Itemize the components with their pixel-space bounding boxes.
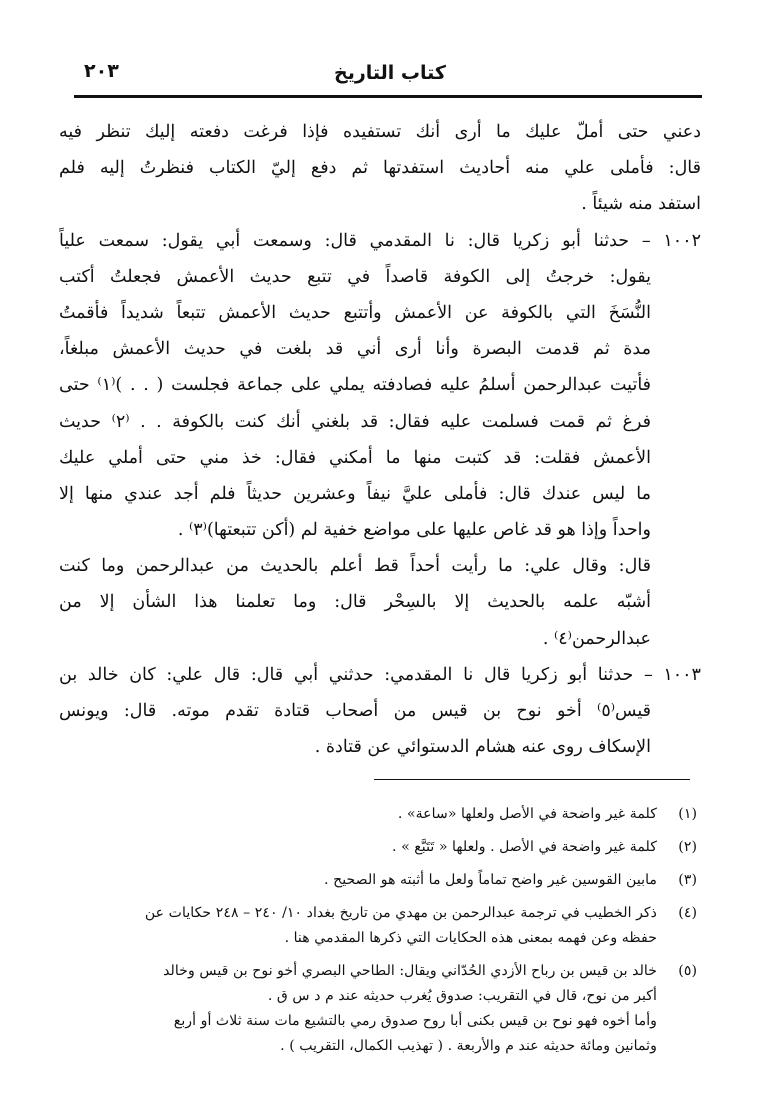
- footnote-text: مابين القوسين غير واضح تماماً ولعل ما أثبته هو الصحيح .: [324, 872, 657, 888]
- text-line: الإسكاف روى عنه هشام الدستوائي عن قتادة .: [314, 737, 651, 758]
- footnote-text: حفظه وعن فهمه بمعنى هذه الحكايات التي ذكرها المقدمي هنا .: [284, 930, 657, 946]
- text-line: النُّسَخَ التي بالكوفة عن الأعمش وأتتبع حديث الأعمش تتبعاً شديداً فأقمتُ: [59, 302, 651, 323]
- text-line: واحداً وإذا هو قد غاص عليها على مواضع خفية لم (أكن تتبعتها)⁽٣⁾ .: [177, 520, 651, 541]
- entry-first-line: [59, 657, 701, 693]
- running-header: [78, 60, 702, 90]
- text-line: قال: فأملى علي منه أحاديث استفدتها ثم دفع إليّ الكتاب فنظرتُ إليه فلم: [59, 158, 701, 179]
- text-line: عبدالرحمن⁽٤⁾ .: [542, 628, 651, 649]
- footnote-mark: (٢): [678, 839, 697, 855]
- entry-first-line: [59, 223, 701, 259]
- footnote-text: وأما أخوه فهو نوح بن قيس بكنى أبا روح صدوق رمي بالتشيع مات سنة ثلاث أو أربع: [173, 1013, 657, 1029]
- footnote-text: كلمة غير واضحة في الأصل . ولعلها « تَتَبَّع » .: [392, 839, 657, 855]
- main-text: [59, 114, 701, 765]
- footnote-text: أكبر من نوح، قال في التقريب: صدوق يُغرب حديثه عند م د س ق .: [267, 988, 657, 1004]
- footnote-mark: (٣): [678, 872, 697, 888]
- footnote: [57, 959, 697, 1059]
- footnote-rule: [374, 779, 690, 780]
- footnote-text: خالد بن قيس بن رباح الأزدي الحُدّاني ويقال: الطاحي البصري أخو نوح بن قيس وخالد: [163, 963, 657, 979]
- footnote: [57, 868, 697, 893]
- text-line: فأتيت عبدالرحمن أسلمُ عليه فصادفته يملي على جماعة فجلست ( . . )⁽١⁾ حتى: [59, 375, 652, 396]
- text-line: أشبّه علمه بالحديث إلا بالسِحْر قال: وما تعلمنا هذا الشأن إلا من: [59, 592, 651, 613]
- running-title: كتاب التاريخ: [334, 62, 446, 84]
- footnote: [57, 901, 697, 951]
- footnote-text: كلمة غير واضحة في الأصل ولعلها «ساعة» .: [397, 806, 657, 822]
- text-line: قال: وقال علي: ما رأيت أحداً قط أعلم بالحديث من عبدالرحمن وما كنت: [59, 556, 651, 577]
- text-line: حدثنا أبو زكريا قال: نا المقدمي قال: وسمعت أبي يقول: سمعت علياً: [59, 230, 630, 251]
- footnote-mark: (٥): [678, 963, 697, 979]
- entry-number: ١٠٠٢ –: [641, 230, 701, 251]
- text-line: يقول: خرجتُ إلى الكوفة قاصداً في تتبع حديث الأعمش فجعلتُ أكتب: [59, 266, 651, 287]
- footnote-mark: (٤): [678, 905, 697, 921]
- text-line: مدة ثم قدمت البصرة وأنا أرى أني قد بلغت في حديث الأعمش مبلغاً،: [59, 339, 651, 360]
- text-line: ما ليس عندك قال: فأملى عليَّ نيفاً وعشرين حديثاً فلم أجد عندي منها إلا: [59, 483, 651, 504]
- header-rule: [74, 95, 702, 98]
- text-line: استفد منه شيئاً .: [581, 194, 701, 215]
- footnote: [57, 802, 697, 827]
- footnote-text: ذكر الخطيب في ترجمة عبدالرحمن بن مهدي من تاريخ بغداد ١٠/ ٢٤٠ – ٢٤٨ حكايات عن: [144, 905, 657, 921]
- footnote-mark: (١): [678, 806, 697, 822]
- page-number: ٢٠٣: [84, 60, 119, 82]
- text-line: دعني حتى أملّ عليك ما أرى أنك تستفيده فإذا فرغت دفعته إليك تنظر فيه: [59, 122, 701, 142]
- entry-number: ١٠٠٣ –: [643, 664, 701, 685]
- text-line: حدثنا أبو زكريا قال نا المقدمي: حدثني أبي قال: قال علي: كان خالد بن: [59, 664, 634, 685]
- footnote: [57, 835, 697, 860]
- text-line: فرغ ثم قمت فسلمت عليه فقال: قد بلغني أنك كنت بالكوفة . . ⁽٢⁾ حديث: [59, 411, 651, 432]
- footnotes: [57, 802, 697, 1067]
- text-line: قيس⁽٥⁾ أخو نوح بن قيس من أصحاب قتادة تقدم موته. قال: ويونس: [59, 701, 651, 721]
- text-line: الأعمش فقلت: قد كتبت منها ما أمكني فقال: خذ مني حتى أملي عليك: [59, 447, 651, 468]
- footnote-text: وثمانين ومائة حديثه عند م والأربعة . ( تهذيب الكمال، التقريب ) .: [280, 1038, 657, 1054]
